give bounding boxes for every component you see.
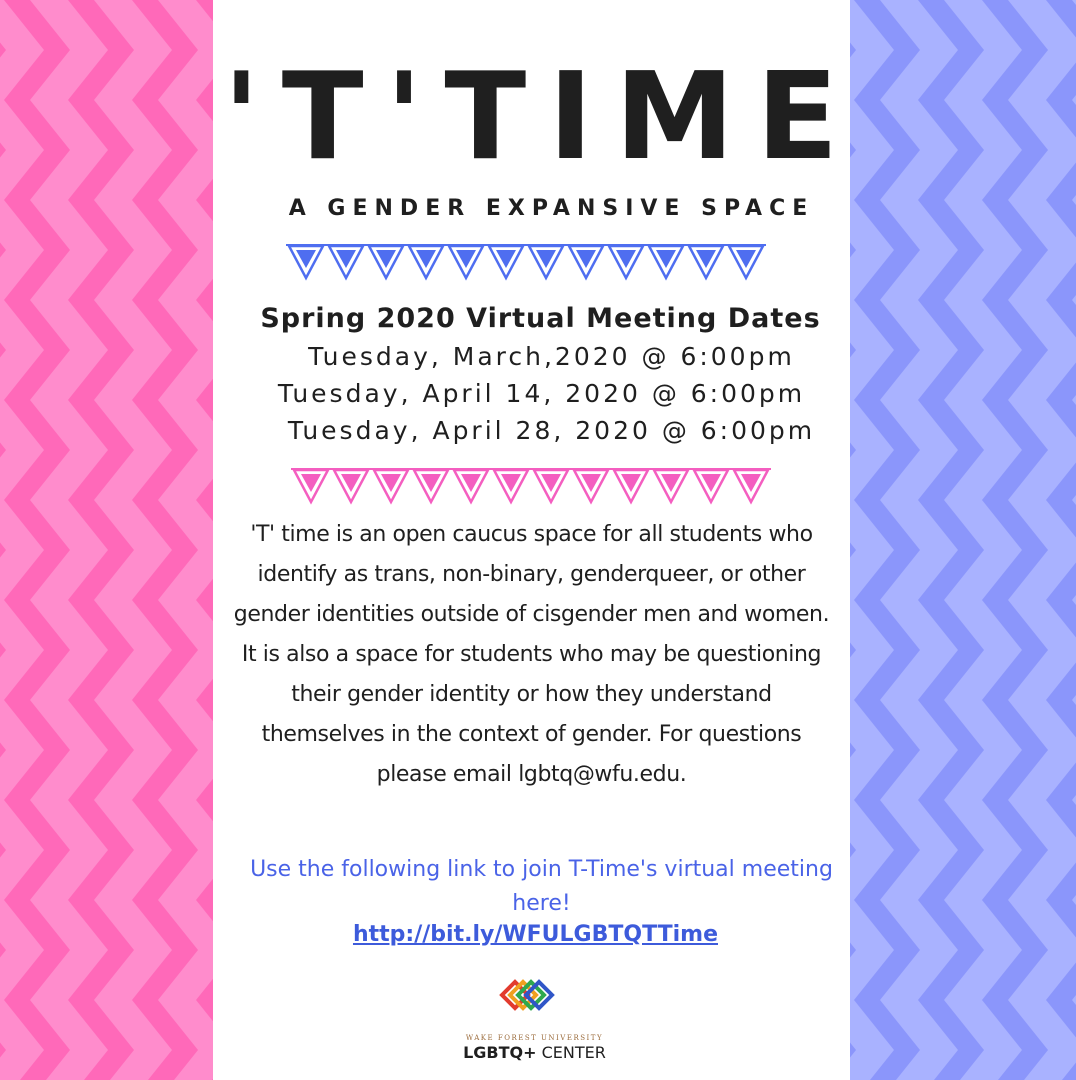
pink-chevron-pattern [0,0,213,1080]
meeting-dates-heading: Spring 2020 Virtual Meeting Dates [260,303,821,334]
logo-center-rest: CENTER [536,1043,606,1062]
flyer-panel [213,0,861,1080]
join-instructions: Use the following link to join T-Time's virtual meeting here! [250,857,833,916]
meeting-link[interactable]: http://bit.ly/WFULGBTQTTime [352,922,718,947]
blue-chevron-pattern [850,0,1076,1080]
lgbtq-center-logo-icon [488,970,558,1020]
logo-center-name [213,1043,850,1062]
event-title: 'T'TIME [223,48,861,187]
meeting-date: Tuesday, April 28, 2020 @ 6:00pm [287,416,816,445]
blue-bunting-decoration [286,242,766,282]
logo-university-name: WAKE FOREST UNIVERSITY [465,1034,604,1042]
event-subtitle: A GENDER EXPANSIVE SPACE [288,196,815,221]
pink-bunting-decoration [291,466,771,506]
logo-center-bold: LGBTQ+ [463,1043,537,1062]
meeting-date: Tuesday, March,2020 @ 6:00pm [308,342,795,371]
meeting-date: Tuesday, April 14, 2020 @ 6:00pm [277,379,806,408]
event-description: 'T' time is an open caucus space for all students who identify as trans, non-binary, genderqueer, or other gender identities outside of cisgender men and women. It is also a space for students who may be questioning their gender identity or how they understand themselves in the context of gender. For questions please email lgbtq@wfu.edu. [233,522,830,787]
